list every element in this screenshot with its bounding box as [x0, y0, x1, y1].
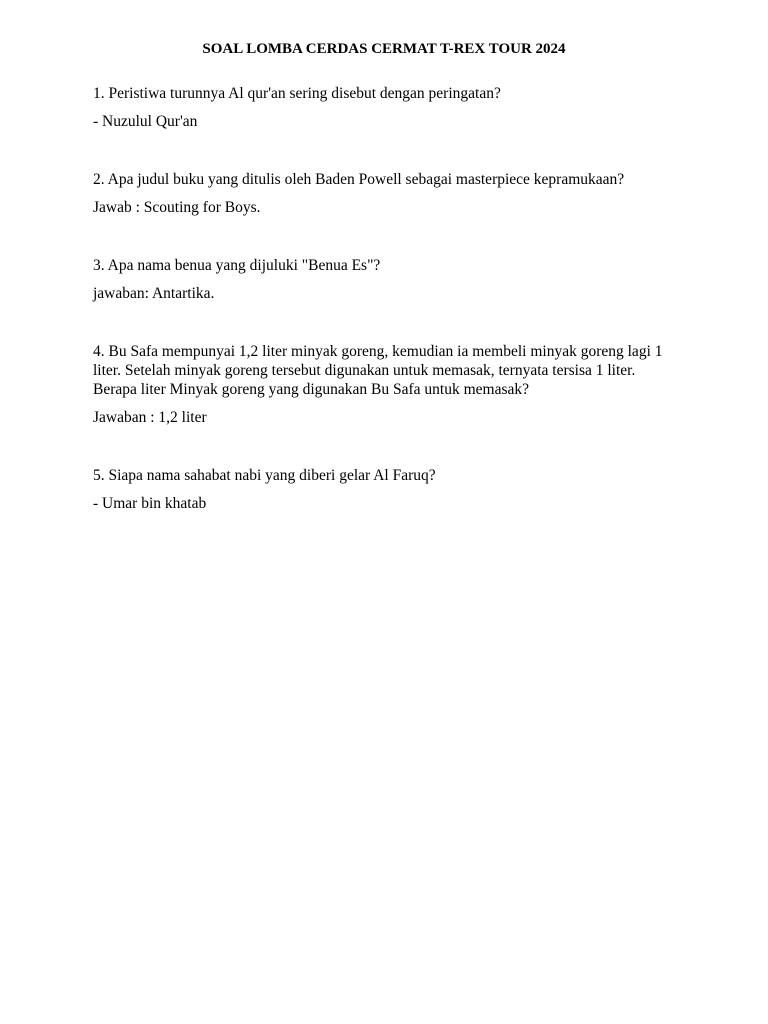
question-item-2: [93, 170, 675, 217]
answer-text: - Nuzulul Qur'an: [93, 113, 198, 130]
question-text: 3. Apa nama benua yang dijuluki "Benua Es"?: [93, 257, 381, 274]
question-item-1: [93, 84, 675, 131]
question-item-4: [93, 342, 675, 427]
question-text: 4. Bu Safa mempunyai 1,2 liter minyak goreng, kemudian ia membeli minyak goreng lagi 1 liter. Setelah minyak goreng tersebut digunakan untuk memasak, ternyata tersisa 1 liter. Berapa liter Minyak goreng yang digunakan Bu Safa untuk memasak?: [93, 343, 663, 398]
document-title: SOAL LOMBA CERDAS CERMAT T-REX TOUR 2024: [202, 41, 566, 57]
answer-text: Jawaban : 1,2 liter: [93, 409, 207, 426]
answer-text: Jawab : Scouting for Boys.: [93, 199, 261, 216]
answer-text: jawaban: Antartika.: [93, 285, 215, 302]
question-item-3: [93, 256, 675, 303]
question-text: 2. Apa judul buku yang ditulis oleh Baden Powell sebagai masterpiece kepramukaan?: [93, 171, 625, 188]
question-text: 1. Peristiwa turunnya Al qur'an sering disebut dengan peringatan?: [93, 85, 501, 102]
answer-text: - Umar bin khatab: [93, 495, 207, 512]
question-text: 5. Siapa nama sahabat nabi yang diberi gelar Al Faruq?: [93, 467, 436, 484]
question-item-5: [93, 466, 675, 513]
